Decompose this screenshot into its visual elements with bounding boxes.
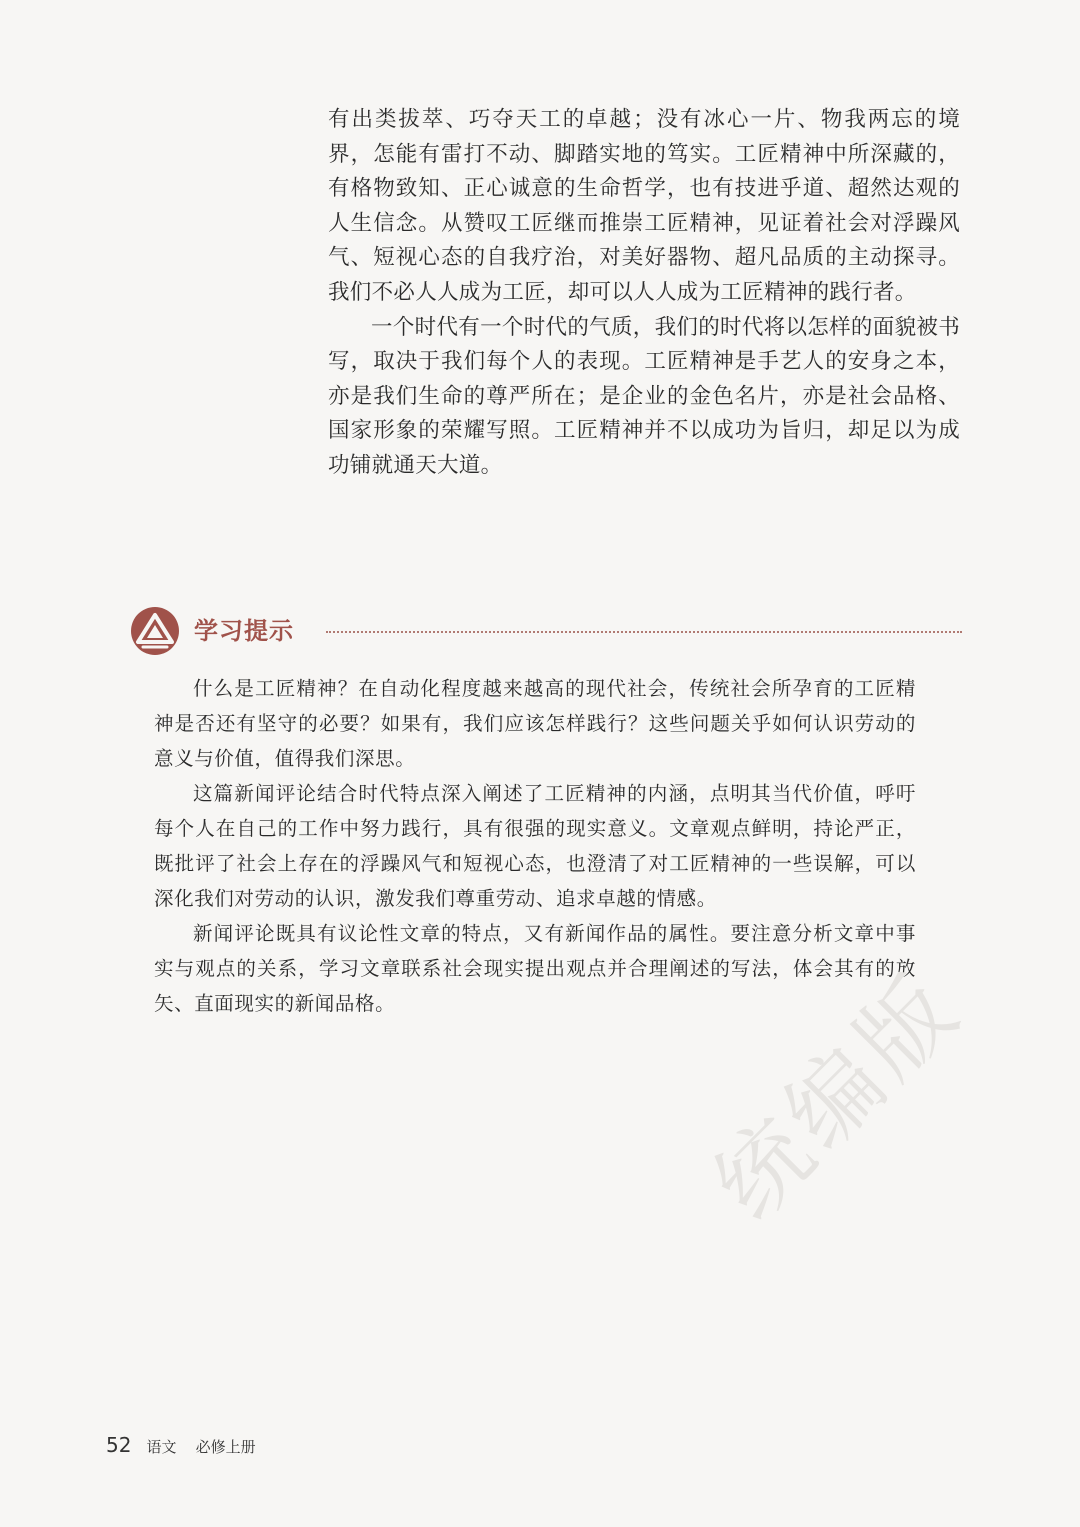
page-footer — [106, 1433, 256, 1459]
study-tips-text — [154, 671, 916, 1021]
study-tips-header — [130, 606, 962, 658]
study-tip-paragraph: 新闻评论既具有议论性文章的特点，又有新闻作品的属性。要注意分析文章中事实与观点的关系，学习文章联系社会现实提出观点并合理阐述的写法，体会其有的放矢、直面现实的新闻品格。 — [154, 922, 916, 1015]
dotted-divider — [326, 631, 962, 633]
watermark-text: 统编版 — [694, 951, 982, 1240]
study-tip-paragraph: 这篇新闻评论结合时代特点深入阐述了工匠精神的内涵，点明其当代价值，呼吁每个人在自己的工作中努力践行，具有很强的现实意义。文章观点鲜明，持论严正，既批评了社会上存在的浮躁风气和短视心态，也澄清了对工匠精神的一些误解，可以深化我们对劳动的认识，激发我们尊重劳动、追求卓越的情感。 — [154, 782, 916, 910]
article-paragraph: 有出类拔萃、巧夺天工的卓越；没有冰心一片、物我两忘的境界，怎能有雷打不动、脚踏实地的笃实。工匠精神中所深藏的，有格物致知、正心诚意的生命哲学，也有技进乎道、超然达观的人生信念。从赞叹工匠继而推崇工匠精神，见证着社会对浮躁风气、短视心态的自我疗治，对美好器物、超凡品质的主动探寻。我们不必人人成为工匠，却可以人人成为工匠精神的践行者。 — [328, 107, 960, 305]
study-tips-title: 学习提示 — [194, 617, 294, 645]
main-article-text — [328, 103, 960, 484]
book-volume: 必修上册 — [195, 1438, 256, 1456]
page-number: 52 — [106, 1433, 132, 1457]
study-tip-paragraph: 什么是工匠精神？在自动化程度越来越高的现代社会，传统社会所孕育的工匠精神是否还有坚守的必要？如果有，我们应该怎样践行？这些问题关乎如何认识劳动的意义与价值，值得我们深思。 — [154, 677, 916, 770]
article-paragraph: 一个时代有一个时代的气质，我们的时代将以怎样的面貌被书写，取决于我们每个人的表现。工匠精神是手艺人的安身之本，亦是我们生命的尊严所在；是企业的金色名片，亦是社会品格、国家形象的荣耀写照。工匠精神并不以成功为旨归，却足以为成功铺就通天大道。 — [328, 314, 960, 478]
study-tips-emblem-icon — [130, 606, 180, 656]
book-title: 语文 — [146, 1438, 177, 1456]
